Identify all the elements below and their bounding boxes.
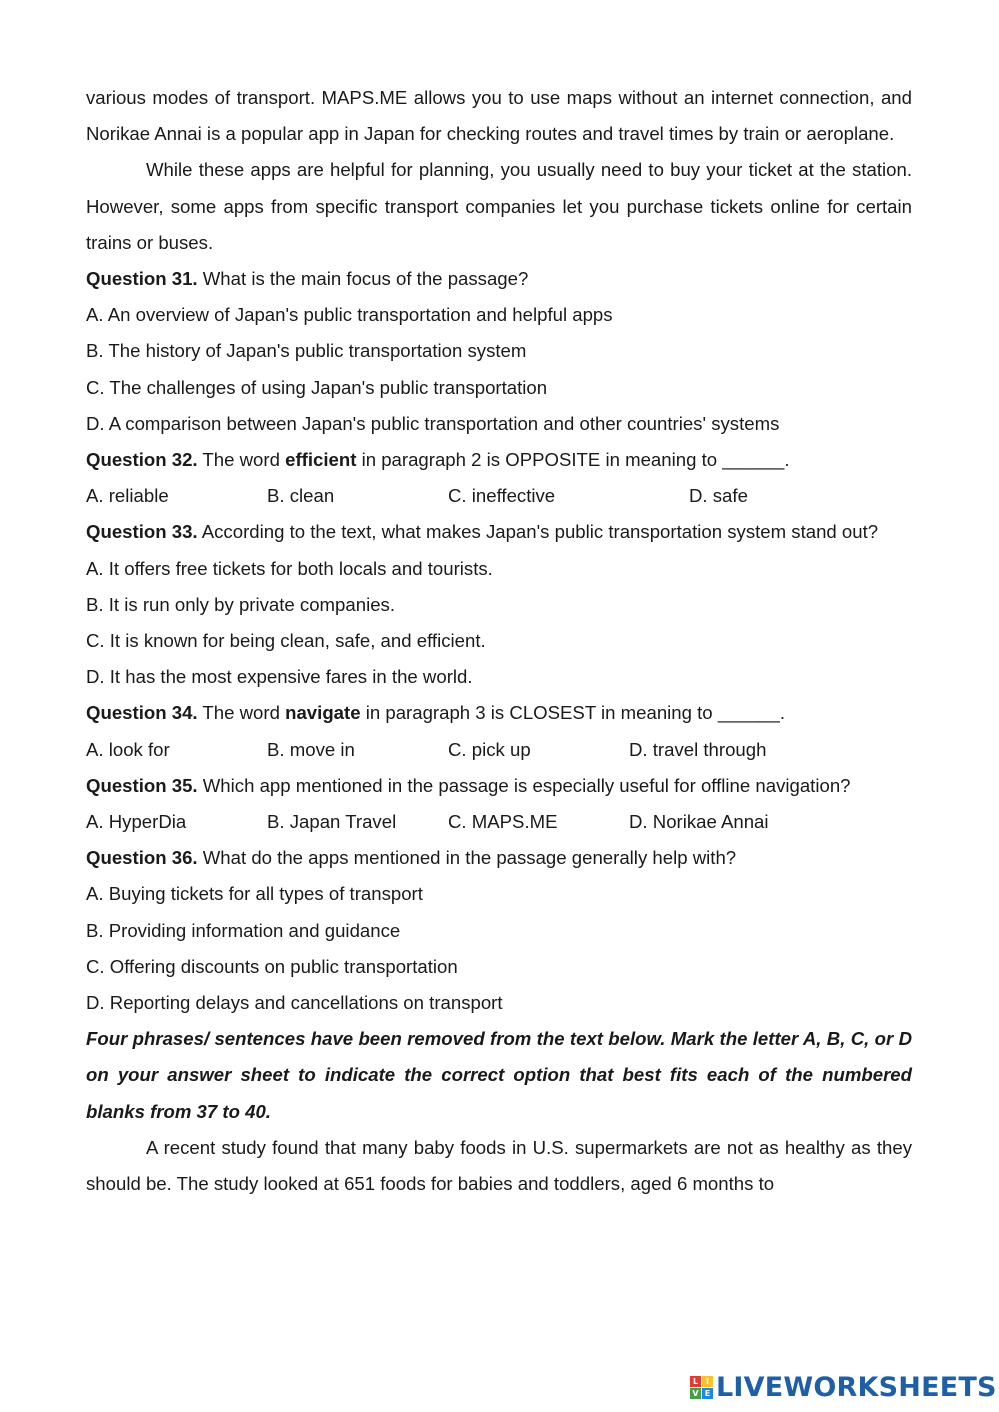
option-d[interactable]: D. A comparison between Japan's public transportation and other countries' systems <box>86 412 780 434</box>
option-a[interactable]: A. look for <box>86 738 170 760</box>
option-c[interactable]: C. ineffective <box>448 485 556 507</box>
question-number: Question 31. <box>86 268 198 290</box>
keyword: efficient <box>285 449 357 471</box>
logo-text: LIVEWORKSHEETS <box>716 1371 997 1403</box>
question-35 <box>86 768 912 804</box>
option-d[interactable]: D. It has the most expensive fares in the world. <box>86 666 473 688</box>
option-b[interactable]: B. move in <box>267 738 355 760</box>
question-text: What do the apps mentioned in the passage generally help with? <box>197 847 737 869</box>
option-c[interactable]: C. MAPS.ME <box>448 811 558 833</box>
option-b[interactable]: B. clean <box>267 485 335 507</box>
option-a[interactable]: A. reliable <box>86 485 169 507</box>
question-number: Question 36. <box>86 847 198 869</box>
question-text-end: in paragraph 3 is CLOSEST in meaning to ______. <box>360 702 786 724</box>
option-a[interactable]: A. HyperDia <box>86 811 187 833</box>
option-b[interactable]: B. The history of Japan's public transportation system <box>86 340 527 362</box>
option-c[interactable]: C. The challenges of using Japan's public transportation <box>86 376 548 398</box>
logo-letter: I <box>702 1376 713 1387</box>
options-row <box>86 478 912 514</box>
option-c[interactable]: C. pick up <box>448 738 531 760</box>
question-31 <box>86 261 912 297</box>
option-d[interactable]: D. travel through <box>629 738 767 760</box>
options-row <box>86 804 912 840</box>
option-a[interactable]: A. It offers free tickets for both locals and tourists. <box>86 557 493 579</box>
question-number: Question 33. <box>86 521 198 543</box>
option-d[interactable]: D. Reporting delays and cancellations on transport <box>86 992 503 1014</box>
question-text: Which app mentioned in the passage is especially useful for offline navigation? <box>197 774 851 796</box>
option-b[interactable]: B. Providing information and guidance <box>86 919 401 941</box>
logo-mark-icon <box>690 1376 713 1399</box>
liveworksheets-logo <box>690 1371 997 1403</box>
question-32 <box>86 442 912 478</box>
option-c[interactable]: C. Offering discounts on public transportation <box>86 955 458 977</box>
passage-paragraph: While these apps are helpful for planning, you usually need to buy your ticket at the station. However, some apps from specific transport companies let you purchase tickets online for certain trains or buses. <box>86 159 912 253</box>
question-33 <box>86 514 912 550</box>
option-a[interactable]: A. Buying tickets for all types of transport <box>86 883 423 905</box>
question-text: What is the main focus of the passage? <box>197 268 529 290</box>
question-number: Question 34. <box>86 702 198 724</box>
worksheet-page <box>86 80 912 1202</box>
option-a[interactable]: A. An overview of Japan's public transportation and helpful apps <box>86 304 613 326</box>
question-text: According to the text, what makes Japan's public transportation system stand out? <box>197 521 879 543</box>
passage-paragraph: A recent study found that many baby foods in U.S. supermarkets are not as healthy as they should be. The study looked at 651 foods for babies and toddlers, aged 6 months to <box>86 1136 912 1195</box>
logo-letter: V <box>690 1388 701 1399</box>
question-36 <box>86 840 912 876</box>
option-d[interactable]: D. safe <box>689 485 748 507</box>
option-d[interactable]: D. Norikae Annai <box>629 811 769 833</box>
question-number: Question 32. <box>86 449 198 471</box>
logo-letter: L <box>690 1376 701 1387</box>
question-number: Question 35. <box>86 774 198 796</box>
question-text: The word <box>197 702 286 724</box>
passage-continuation: various modes of transport. MAPS.ME allows you to use maps without an internet connection, and Norikae Annai is a popular app in Japan for checking routes and travel times by train or aeroplane. <box>86 87 912 145</box>
question-text: The word <box>197 449 286 471</box>
question-text-end: in paragraph 2 is OPPOSITE in meaning to ______. <box>356 449 790 471</box>
logo-letter: E <box>702 1388 713 1399</box>
option-b[interactable]: B. It is run only by private companies. <box>86 593 396 615</box>
option-b[interactable]: B. Japan Travel <box>267 811 397 833</box>
section-instruction: Four phrases/ sentences have been removed from the text below. Mark the letter A, B, C, or D on your answer sheet to indicate the correct option that best fits each of the numbered blanks from 37 to 40. <box>86 1028 912 1122</box>
options-row <box>86 732 912 768</box>
keyword: navigate <box>285 702 361 724</box>
option-c[interactable]: C. It is known for being clean, safe, and efficient. <box>86 630 486 652</box>
question-34 <box>86 695 912 731</box>
